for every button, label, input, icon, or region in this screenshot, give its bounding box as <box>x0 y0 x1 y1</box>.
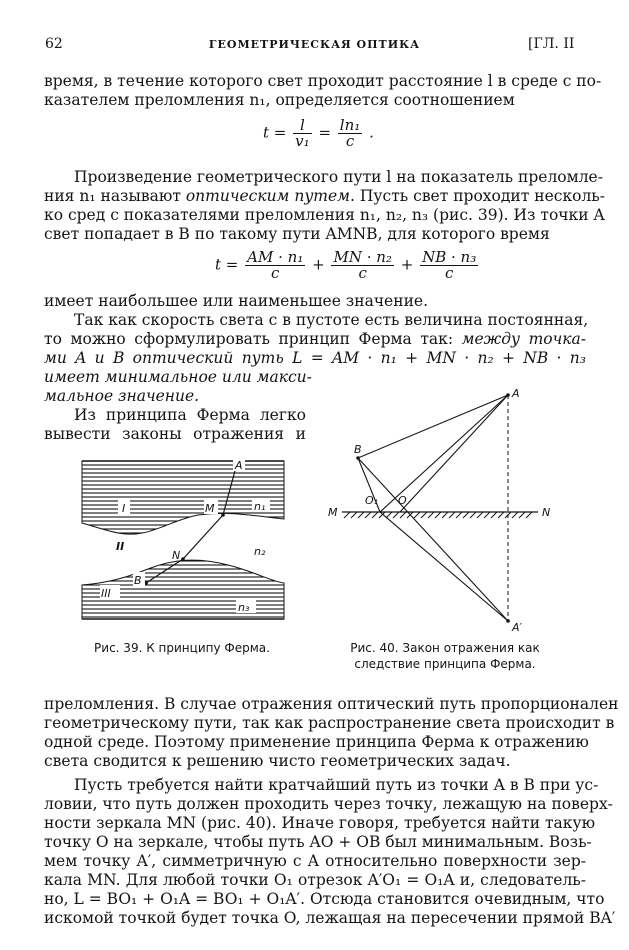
text-italic: мальное значение. <box>44 387 200 405</box>
caption-line: следствие принципа Ферма. <box>354 657 536 671</box>
text-line: кала MN. Для любой точки O₁ отрезок A′O₁ = O₁A и, следователь- <box>44 871 586 889</box>
equation-optical-path <box>215 250 480 281</box>
point-A <box>506 393 510 397</box>
label-A: A <box>512 387 520 400</box>
ray-B-Aprime <box>358 458 508 621</box>
label-B: B <box>354 443 362 456</box>
text-italic: между точка- <box>461 330 586 348</box>
caption-fig40 <box>320 640 570 672</box>
text-line: мем точку A′, симметричную с A относительно поверхности зер- <box>44 852 586 870</box>
eq-fraction <box>331 250 393 281</box>
label-A-prime: A′ <box>512 621 523 634</box>
running-title: ГЕОМЕТРИЧЕСКАЯ ОПТИКА <box>208 38 421 51</box>
label-B: B <box>134 574 142 587</box>
point-A-prime <box>506 619 510 623</box>
label-O: O <box>398 494 407 507</box>
eq-lhs: t = <box>215 255 239 274</box>
text-line: имеет наибольшее или наименьшее значение. <box>44 292 428 310</box>
eq-numerator: ln₁ <box>339 116 361 134</box>
figure-39 <box>78 455 288 625</box>
label-M: M <box>205 502 215 515</box>
label-O1: O₁ <box>365 494 379 507</box>
text-line: Пусть требуется найти кратчайший путь из точки A в B при ус- <box>74 776 599 794</box>
text-line: точку O на зеркале, чтобы путь AO + OB был минимальным. Возь- <box>44 833 592 851</box>
label-n1: n₁ <box>254 500 266 513</box>
eq-plus: + <box>312 255 325 274</box>
label-II: II <box>116 540 125 553</box>
eq-fraction <box>420 250 478 281</box>
label-III: III <box>101 587 111 600</box>
label-A: A <box>235 459 243 472</box>
label-N: N <box>542 506 551 519</box>
point-B <box>356 456 360 460</box>
eq-denominator: c <box>358 264 367 282</box>
point-N <box>181 557 185 561</box>
text-line <box>44 187 605 206</box>
text-line: Из принципа Ферма легко <box>74 406 306 424</box>
figure-40 <box>320 383 570 638</box>
text-line: искомой точкой будет точка O, лежащая на пересечении прямой BA′ <box>44 909 616 927</box>
text-line: света сводится к решению чисто геометрических задач. <box>44 752 511 770</box>
text-line: геометрическому пути, так как распространение света происходит в <box>44 714 615 732</box>
label-n2: n₂ <box>254 545 266 558</box>
caption-line: Рис. 40. Закон отражения как <box>350 641 540 655</box>
text-line: Так как скорость света c в пустоте есть величина постоянная, <box>74 311 589 329</box>
label-N: N <box>172 549 181 562</box>
text-line: преломления. В случае отражения оптический путь пропорционален <box>44 695 619 713</box>
text-italic: ми A и B оптический путь <box>44 349 284 367</box>
eq-denominator: c <box>345 132 355 150</box>
eq-numerator: AM · n₁ <box>247 248 304 266</box>
chapter-label: [ГЛ. II <box>528 36 575 52</box>
eq-denominator: c <box>271 264 280 282</box>
label-I: I <box>122 502 126 515</box>
caption-fig39: Рис. 39. К принципу Ферма. <box>94 641 270 655</box>
text-line: вывести законы отражения и <box>44 425 306 443</box>
ray-O1-Aprime <box>380 512 508 621</box>
eq-lhs: t = <box>263 123 287 142</box>
eq-numerator: l <box>293 118 312 134</box>
label-M: M <box>328 506 338 519</box>
point-M <box>221 513 225 517</box>
ray-O-A <box>400 395 508 512</box>
text-span: . Пусть свет проходит несколь- <box>350 187 605 205</box>
page-number: 62 <box>45 36 63 52</box>
eq-plus: + <box>400 255 414 274</box>
text-line: ко сред с показателями преломления n₁, n₂, n₃ (рис. 39). Из точки A <box>44 206 605 224</box>
text-line: свет попадает в B по такому пути AMNB, для которого время <box>44 225 550 243</box>
text-line: одной среде. Поэтому применение принципа Ферма к отражению <box>44 733 589 751</box>
eq-denominator: v₁ <box>295 132 310 150</box>
term-optical-path: оптическим путем <box>185 187 351 205</box>
mirror-hatching <box>344 512 532 518</box>
text-span: то можно сформулировать принцип Ферма так: <box>44 330 462 348</box>
text-line: казателем преломления n₁, определяется соотношением <box>44 91 515 109</box>
label-n3: n₃ <box>238 601 250 614</box>
text-line <box>44 368 312 387</box>
eq-fraction <box>293 118 312 149</box>
eq-fraction <box>338 118 362 149</box>
eq-numerator: NB · n₃ <box>422 248 477 266</box>
text-italic: имеет минимальное или макси- <box>44 368 312 386</box>
text-line: Произведение геометрического пути l на показатель преломле- <box>74 168 603 186</box>
formula-inline: L = AM · n₁ + MN · n₂ + NB · n₃ <box>283 349 586 367</box>
eq-numerator: MN · n₂ <box>333 248 392 266</box>
text-line <box>44 387 306 406</box>
text-line: время, в течение которого свет проходит расстояние l в среде с по- <box>44 72 602 90</box>
eq-fraction <box>245 250 305 281</box>
eq-denominator: c <box>444 264 454 282</box>
text-line <box>44 330 586 349</box>
layer-n1 <box>82 461 284 534</box>
eq-end: . <box>369 123 374 142</box>
text-line: ловии, что путь должен проходить через точку, лежащую на поверх- <box>44 795 613 813</box>
ray-B-A <box>358 395 508 458</box>
eq-equals: = <box>318 123 332 142</box>
text-line <box>44 349 586 368</box>
text-line: но, L = BO₁ + O₁A = BO₁ + O₁A′. Отсюда становится очевидным, что <box>44 890 605 908</box>
equation-time <box>263 118 374 149</box>
text-span: ния n₁ называют <box>44 187 186 205</box>
text-line: ности зеркала MN (рис. 40). Иначе говоря, требуется найти такую <box>44 814 596 832</box>
